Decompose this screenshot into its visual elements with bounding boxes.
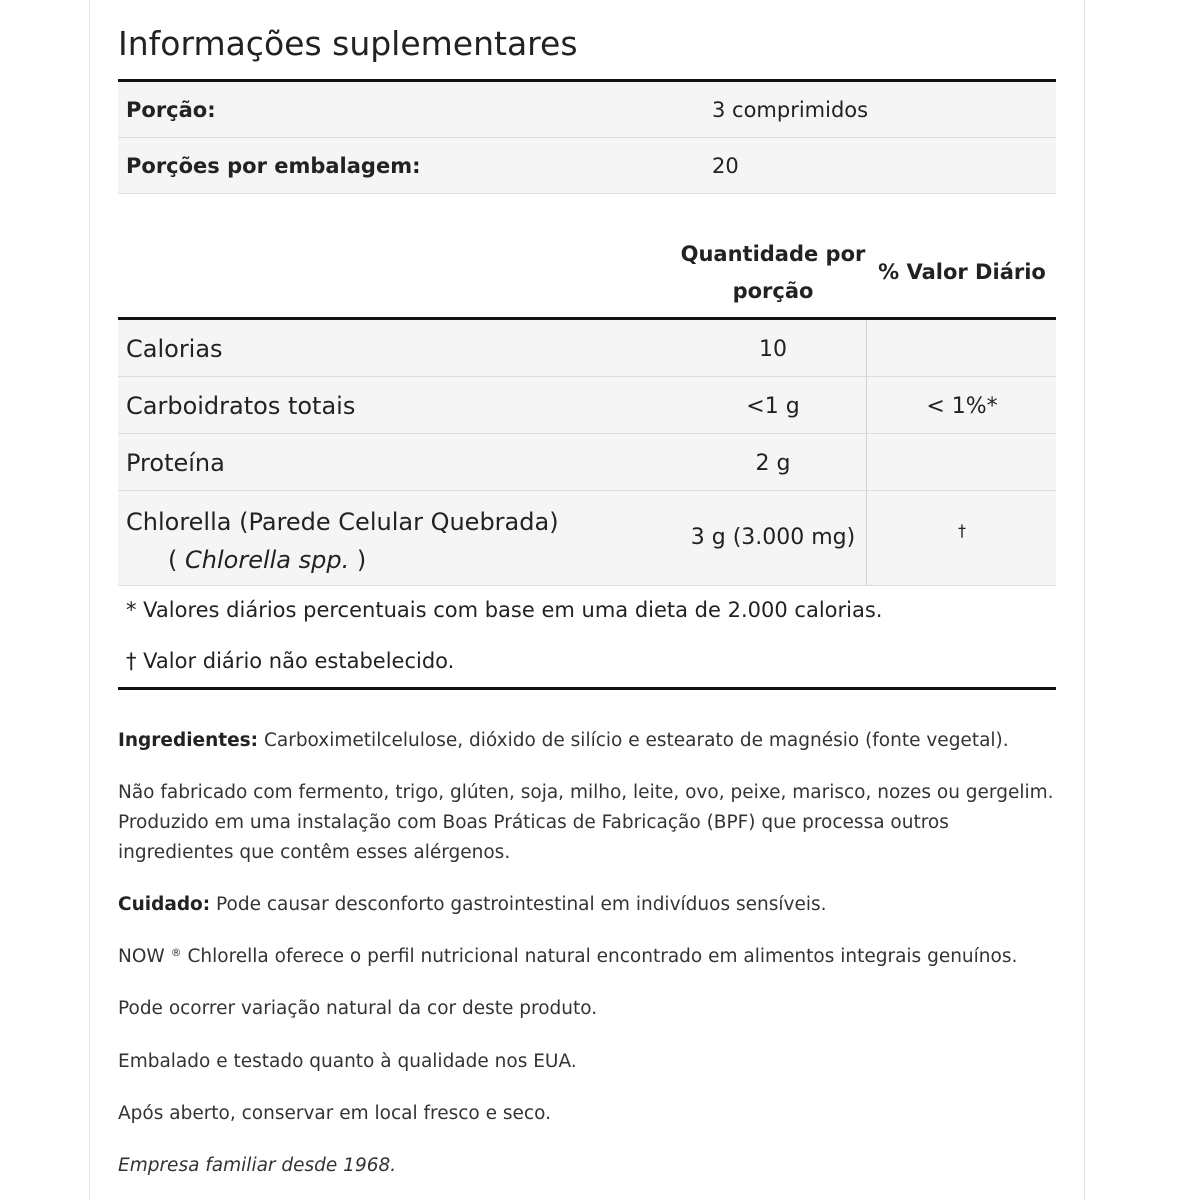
caution-label: Cuidado: <box>118 894 211 915</box>
family-company-paragraph: Empresa familiar desde 1968. <box>118 1155 397 1176</box>
caution-text: Pode causar desconforto gastrointestinal em indivíduos sensíveis. <box>210 894 827 915</box>
nutrient-daily-value: † <box>958 521 966 540</box>
allergens-paragraph: Não fabricado com fermento, trigo, glúten, soja, milho, leite, ovo, peixe, marisco, nozes ou gergelim. Produzido em uma instalação com Boas Práticas de Fabricação (BPF) que processa outros ingredientes que contêm esses alérgenos. <box>118 782 1054 863</box>
nutrient-name: Carboidratos totais <box>126 392 356 420</box>
brand-name: NOW <box>118 946 165 967</box>
nutrient-amount: 10 <box>759 337 787 362</box>
packaged-paragraph: Embalado e testado quanto à qualidade nos EUA. <box>118 1051 577 1072</box>
not-established-footnote: † Valor diário não estabelecido. <box>126 649 455 673</box>
serving-size-value: 3 comprimidos <box>712 98 869 122</box>
nutrient-amount: 2 g <box>755 451 791 476</box>
page-title: Informações suplementares <box>118 24 578 63</box>
table-row <box>118 491 1056 586</box>
section-divider <box>118 687 1056 690</box>
brand-paragraph <box>118 942 1056 972</box>
ingredients-label: Ingredientes: <box>118 730 259 751</box>
nutrient-table-header <box>118 236 1056 316</box>
color-variation-paragraph: Pode ocorrer variação natural da cor deste produto. <box>118 998 598 1019</box>
nutrient-name-block <box>126 503 559 579</box>
column-divider <box>866 377 867 433</box>
column-divider <box>866 320 867 376</box>
column-divider <box>866 434 867 490</box>
nutrient-table <box>118 317 1056 586</box>
servings-per-container-row <box>118 138 1056 194</box>
daily-value-header: % Valor Diário <box>878 260 1046 284</box>
nutrient-amount: <1 g <box>746 394 800 419</box>
amount-per-serving-header: Quantidade por porção <box>680 242 866 303</box>
serving-size-label: Porção: <box>126 98 216 122</box>
servings-per-container-label: Porções por embalagem: <box>126 154 421 178</box>
caution-paragraph <box>118 890 1056 920</box>
table-row <box>118 377 1056 434</box>
table-row <box>118 434 1056 491</box>
serving-size-row <box>118 82 1056 138</box>
nutrient-name: Chlorella (Parede Celular Quebrada) <box>126 508 559 536</box>
table-row <box>118 320 1056 377</box>
servings-per-container-value: 20 <box>712 154 739 178</box>
serving-info-table <box>118 79 1056 194</box>
nutrient-name: Calorias <box>126 335 223 363</box>
brand-text: Chlorella oferece o perfil nutricional natural encontrado em alimentos integrais genuínos. <box>181 946 1018 967</box>
storage-paragraph: Após aberto, conservar em local fresco e seco. <box>118 1103 551 1124</box>
column-divider <box>866 491 867 585</box>
nutrient-daily-value: < 1%* <box>926 394 998 419</box>
ingredients-text: Carboximetilcelulose, dióxido de silício e estearato de magnésio (fonte vegetal). <box>258 730 1009 751</box>
nutrient-name: Proteína <box>126 449 225 477</box>
ingredients-paragraph <box>118 726 1056 756</box>
nutrient-species: ( Chlorella spp. ) <box>168 546 367 574</box>
registered-mark: ® <box>170 946 182 959</box>
daily-values-footnote: * Valores diários percentuais com base em uma dieta de 2.000 calorias. <box>126 598 883 622</box>
nutrient-amount: 3 g (3.000 mg) <box>690 525 856 550</box>
